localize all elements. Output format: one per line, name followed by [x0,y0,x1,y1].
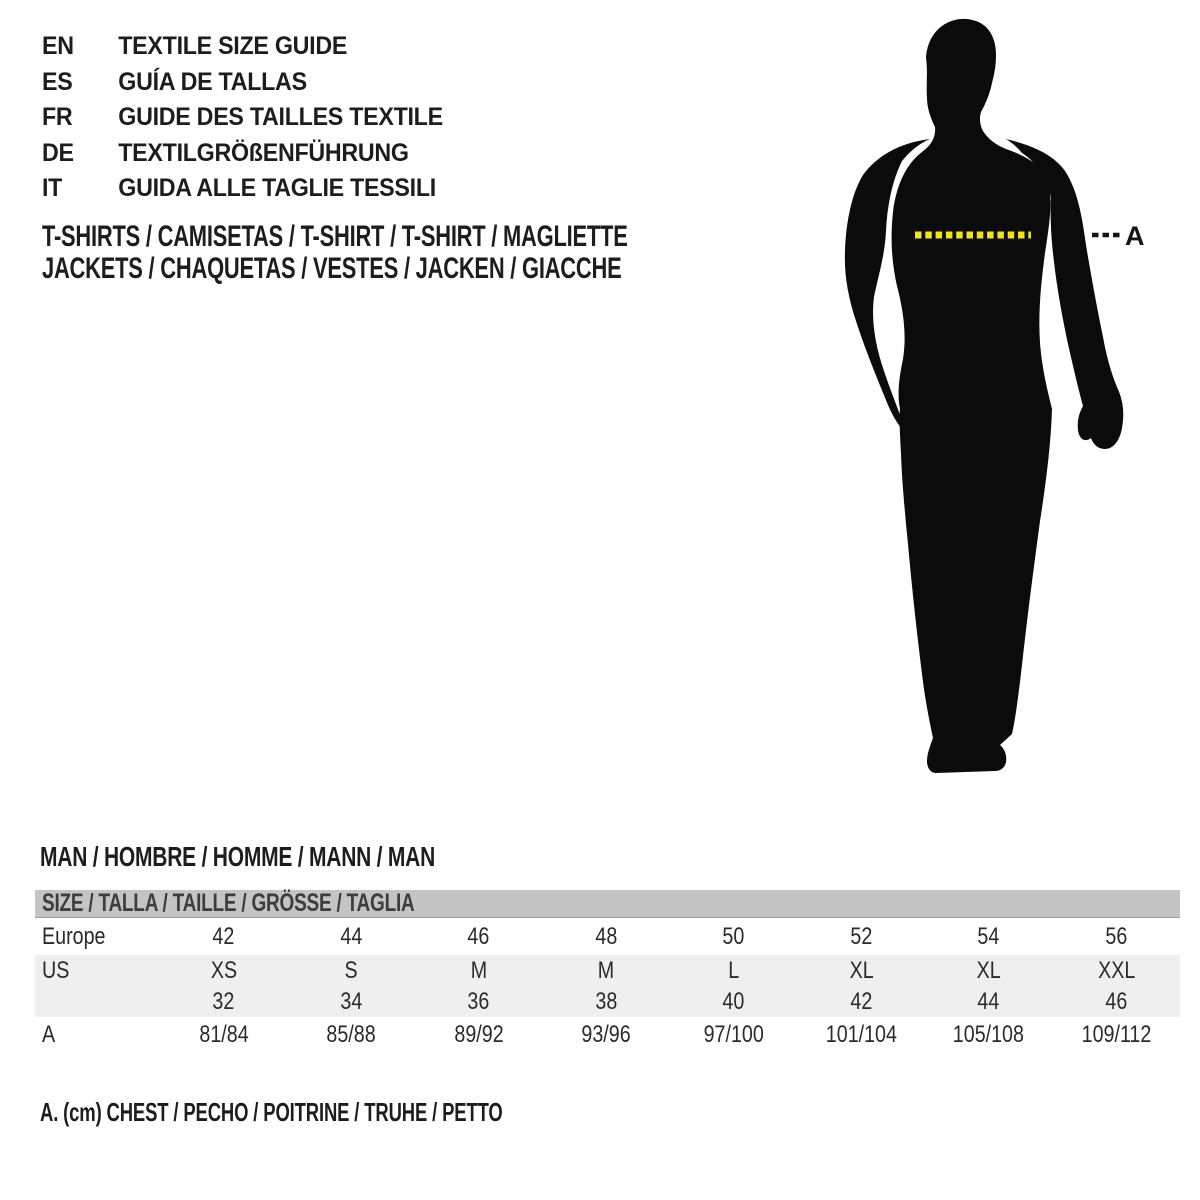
size-value-cell [288,1021,416,1049]
size-value-text: 42 [850,987,873,1015]
size-value-text: 109/112 [1081,1021,1152,1048]
size-value-text: XL [849,956,874,984]
size-value-text: 101/104 [825,1021,897,1048]
language-code: IT [42,174,63,203]
size-value-text: 42 [212,922,235,950]
size-value-text: S [344,956,358,984]
row-label [35,1021,160,1049]
row-label [35,957,160,985]
size-value-text: 36 [467,987,490,1015]
size-value-text: 56 [1105,922,1128,950]
size-value-cell [288,988,416,1016]
language-list [42,29,473,207]
size-value-text: M [470,956,487,984]
size-value-text: M [598,956,615,984]
size-value-cell [415,1021,543,1049]
row-label-text: A [42,1021,56,1048]
size-table [35,890,1180,1053]
measure-label-a: A [1125,221,1145,251]
size-value-cell [798,923,926,951]
row-label-text: US [42,956,70,984]
size-value-text: 32 [212,987,235,1015]
size-value-cell [415,988,543,1016]
language-code: ES [42,67,73,96]
size-value-text: 89/92 [454,1021,504,1048]
size-value-text: 105/108 [953,1021,1025,1048]
language-code: FR [42,103,73,132]
size-value-cell [288,957,416,985]
language-label: TEXTILGRÖßENFÜHRUNG [118,138,409,167]
table-row [35,918,1180,955]
row-label [35,923,160,951]
row-label-text: Europe [42,922,106,950]
size-value-cell [1053,988,1181,1016]
size-value-cell [798,957,926,985]
language-label: GUIDA ALLE TAGLIE TESSILI [118,174,436,203]
size-value-text: 38 [595,987,618,1015]
language-code: EN [42,32,74,61]
size-value-text: 52 [850,922,873,950]
size-value-cell [543,988,671,1016]
size-value-cell [925,923,1053,951]
language-row [42,171,443,207]
size-value-cell [288,923,416,951]
size-value-cell [160,988,288,1016]
measurement-footnote: A. (cm) CHEST / PECHO / POITRINE / TRUHE / PETTO [40,1097,503,1127]
size-value-cell [1053,923,1181,951]
size-table-body [35,918,1180,1053]
size-value-text: 93/96 [581,1021,631,1048]
size-value-text: 34 [340,987,363,1015]
size-value-cell [670,988,798,1016]
size-table-header [35,890,1180,918]
size-value-cell [160,957,288,985]
size-value-cell [670,957,798,985]
size-value-text: 44 [977,987,1000,1015]
table-row [35,986,1180,1017]
language-label: GUIDE DES TAILLES TEXTILE [118,103,443,132]
table-row [35,1017,1180,1053]
size-value-cell [1053,957,1181,985]
size-table-header-text: SIZE / TALLA / TAILLE / GRÖSSE / TAGLIA [42,889,415,917]
size-value-text: 46 [1105,987,1128,1015]
size-value-cell [925,988,1053,1016]
size-value-cell [543,923,671,951]
category-line-2: JACKETS / CHAQUETAS / VESTES / JACKEN / GIACCHE [42,251,622,285]
size-value-cell [415,957,543,985]
size-value-cell [543,957,671,985]
size-value-cell [160,1021,288,1049]
size-value-cell [543,1021,671,1049]
size-value-text: 97/100 [703,1021,764,1048]
language-row [42,136,443,172]
size-value-text: XL [976,956,1001,984]
size-value-text: 40 [722,987,745,1015]
size-value-cell [415,923,543,951]
size-value-text: XS [210,956,237,984]
language-row [42,65,443,101]
language-label: GUÍA DE TALLAS [118,67,307,96]
section-title: MAN / HOMBRE / HOMME / MANN / MAN [40,841,436,872]
size-value-cell [798,988,926,1016]
size-value-text: 81/84 [199,1021,249,1048]
language-row [42,100,443,136]
size-value-cell [670,923,798,951]
size-value-text: L [728,956,740,984]
size-value-text: 46 [467,922,490,950]
silhouette-body [892,19,1052,773]
size-value-text: 54 [977,922,1000,950]
size-value-text: 48 [595,922,618,950]
man-silhouette-figure [830,15,1150,795]
language-row [42,29,443,65]
size-value-cell [1053,1021,1181,1049]
size-value-cell [670,1021,798,1049]
category-title [42,221,628,284]
category-line-1: T-SHIRTS / CAMISETAS / T-SHIRT / T-SHIRT / MAGLIETTE [42,220,628,253]
row-label [35,988,160,1016]
size-value-cell [925,957,1053,985]
size-value-text: 50 [722,922,745,950]
size-value-cell [798,1021,926,1049]
size-value-cell [160,923,288,951]
table-row [35,955,1180,986]
size-value-text: 85/88 [326,1021,376,1048]
language-code: DE [42,138,74,167]
language-label: TEXTILE SIZE GUIDE [118,32,348,61]
size-value-text: XXL [1097,956,1135,984]
size-value-text: 44 [340,922,363,950]
size-value-cell [925,1021,1053,1049]
